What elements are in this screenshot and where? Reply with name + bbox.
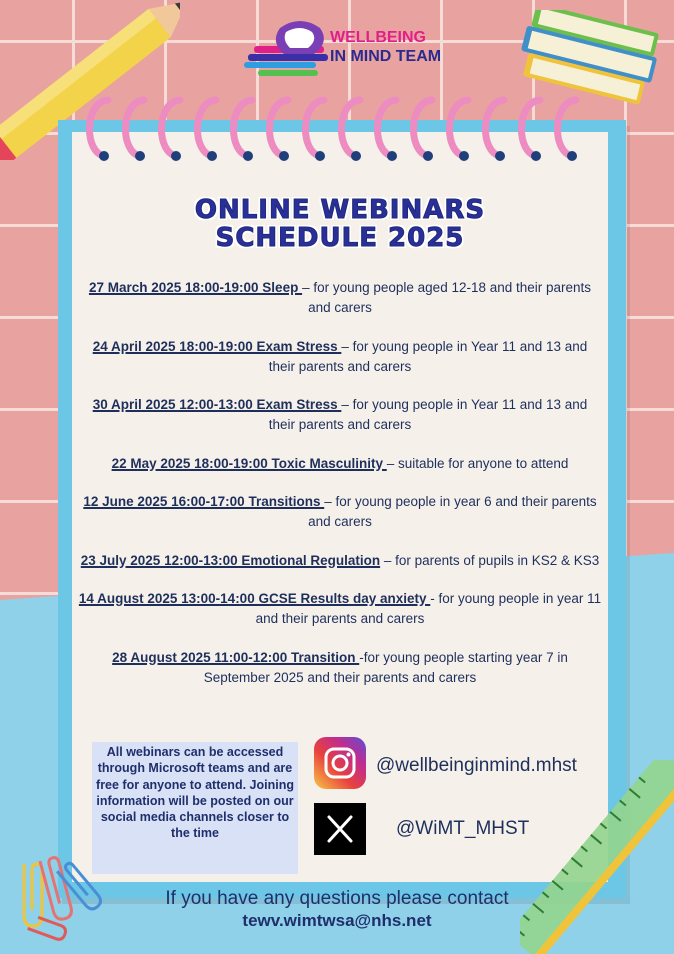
webinar-audience: – for parents of pupils in KS2 & KS3 xyxy=(380,552,600,568)
webinar-item xyxy=(78,337,602,377)
webinar-title-link[interactable]: 28 August 2025 11:00-12:00 Transition xyxy=(112,649,360,665)
spiral-binding xyxy=(80,92,600,172)
title-line-1: ONLINE WEBINARS xyxy=(194,195,486,225)
webinar-audience: -for young people starting year 7 in September 2025 and their parents and carers xyxy=(203,649,568,685)
logo-line-1: WELLBEING xyxy=(330,29,426,46)
title-line-2: SCHEDULE 2025 xyxy=(215,223,465,253)
instagram-handle[interactable]: @wellbeinginmind.mhst xyxy=(376,755,577,776)
webinar-title-link[interactable]: 14 August 2025 13:00-14:00 GCSE Results day anxiety xyxy=(78,591,431,606)
webinar-title-link[interactable]: 12 June 2025 16:00-17:00 Transitions xyxy=(83,494,325,509)
webinar-audience: – for young people aged 12-18 and their parents and carers xyxy=(302,280,592,315)
logo-text xyxy=(330,28,441,66)
webinar-item xyxy=(78,395,602,435)
books-icon xyxy=(512,10,672,105)
x-handle[interactable]: @WiMT_MHST xyxy=(396,818,530,839)
webinar-audience: - for young people in year 11 and their parents and carers xyxy=(255,591,602,626)
webinar-item xyxy=(78,454,602,474)
webinar-item xyxy=(78,551,602,571)
webinar-item xyxy=(78,589,602,629)
webinar-list xyxy=(78,278,602,706)
webinar-item xyxy=(78,492,602,532)
webinar-audience: – suitable for anyone to attend xyxy=(386,455,569,471)
webinar-title-link[interactable]: 27 March 2025 18:00-19:00 Sleep xyxy=(88,280,303,295)
contact-section xyxy=(0,888,674,932)
webinar-title-link[interactable]: 30 April 2025 12:00-13:00 Exam Stress xyxy=(92,397,342,412)
instagram-icon[interactable] xyxy=(314,737,366,789)
webinar-title-link[interactable]: 24 April 2025 18:00-19:00 Exam Stress xyxy=(92,338,342,354)
info-box: All webinars can be accessed through Microsoft teams and are free for anyone to attend. Joining information will be posted on our social media channels closer to the time xyxy=(92,742,298,874)
webinar-audience: – for young people in Year 11 and 13 and their parents and carers xyxy=(268,338,588,374)
webinar-title-link[interactable]: 23 July 2025 12:00-13:00 Emotional Regulation xyxy=(80,552,381,568)
page-title xyxy=(72,196,608,252)
webinar-audience: – for young people in Year 11 and 13 and their parents and carers xyxy=(268,397,588,432)
logo-line-2: IN MIND TEAM xyxy=(330,48,442,65)
webinar-item xyxy=(78,648,602,688)
x-logo-icon[interactable] xyxy=(314,803,366,855)
contact-text: If you have any questions please contact xyxy=(165,888,509,909)
webinar-audience: – for young people in year 6 and their parents and carers xyxy=(308,494,597,529)
webinar-item xyxy=(78,278,602,318)
contact-email-link[interactable]: tewv.wimtwsa@nhs.net xyxy=(242,911,432,930)
webinar-title-link[interactable]: 22 May 2025 18:00-19:00 Toxic Masculinity xyxy=(111,455,387,471)
